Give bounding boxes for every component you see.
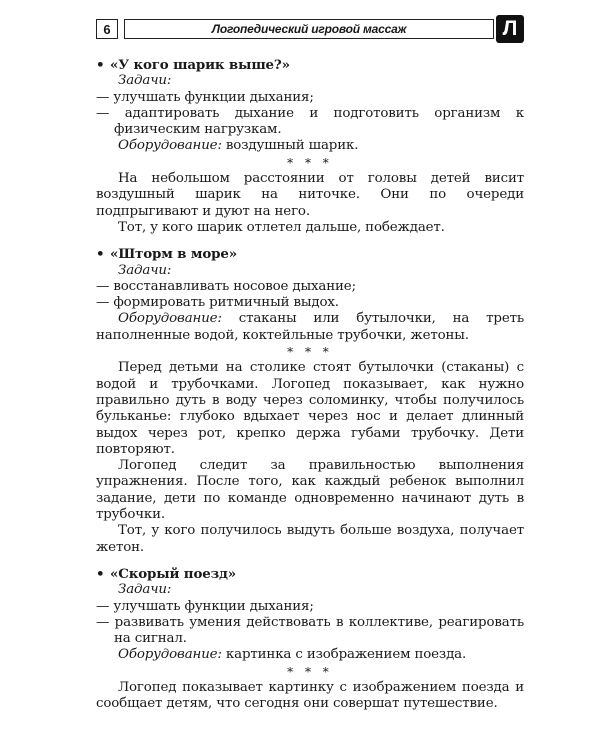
equipment-text: картинка с изображением поезда.	[221, 647, 467, 663]
equipment-line	[96, 138, 524, 154]
running-title: Логопедический игровой массаж	[124, 19, 494, 39]
tasks-label: Задачи:	[118, 262, 172, 278]
tasks-label: Задачи:	[118, 582, 172, 598]
paragraph: Перед детьми на столике стоят бутылочки (стаканы) с водой и трубочками. Логопед показывает, как нужно правильно дуть в воду через соломинку, чтобы получилось бульканье: глубоко вдыхает через нос и делает длинный выдох через рот, крепко держа губами трубочку. Дети повторяют.	[96, 360, 524, 457]
task-item: — восстанавливать носовое дыхание;	[96, 278, 356, 294]
paragraph: Тот, у кого получилось выдуть больше воздуха, получает жетон.	[96, 523, 524, 555]
page-number: 6	[96, 19, 118, 39]
separator: * * *	[287, 664, 333, 679]
bullet-icon: •	[96, 57, 105, 73]
paragraph: На небольшом расстоянии от головы детей висит воздушный шарик на ниточке. Они по очереди подпрыгивают и дуют на него.	[96, 171, 524, 219]
equipment-text: стаканы или бутылочки, на треть наполненные водой, коктейльные трубочки, жетоны.	[96, 311, 524, 343]
equipment-label: Оборудование:	[118, 647, 222, 663]
paragraph: Логопед показывает картинку с изображением поезда и сообщает детям, что сегодня они совершат путешествие.	[96, 679, 524, 712]
page-content	[96, 57, 524, 723]
page-header	[96, 14, 524, 46]
game-title: • «Скорый поезд»	[96, 565, 237, 582]
bullet-icon: •	[96, 246, 105, 263]
game-title: • «Шторм в море»	[96, 246, 237, 263]
task-item: — адаптировать дыхание и подготовить организм к физическим нагрузкам.	[96, 105, 524, 138]
game-section	[96, 57, 524, 236]
separator: * * *	[287, 155, 333, 170]
separator: * * *	[287, 345, 333, 360]
bullet-icon: •	[96, 565, 105, 582]
game-section	[96, 246, 524, 556]
game-section	[96, 566, 524, 713]
equipment-line	[96, 647, 524, 663]
paragraph: Логопед следит за правильностью выполнения упражнения. После того, как каждый ребенок выполнил задание, дети по команде одновременно начинают дуть в трубочки.	[96, 458, 524, 523]
game-title: • «У кого шарик выше?»	[96, 57, 290, 73]
paragraph: Тот, у кого шарик отлетел дальше, побеждает.	[118, 219, 445, 235]
equipment-label: Оборудование:	[118, 311, 222, 327]
task-item: — улучшать функции дыхания;	[96, 89, 314, 105]
task-item: — формировать ритмичный выдох.	[96, 295, 339, 311]
task-item: — улучшать функции дыхания;	[96, 598, 314, 614]
equipment-text: воздушный шарик.	[221, 138, 359, 154]
tasks-label: Задачи:	[118, 73, 172, 89]
equipment-label: Оборудование:	[118, 138, 222, 154]
task-item: — развивать умения действовать в коллективе, реагировать на сигнал.	[96, 614, 524, 647]
equipment-line	[96, 311, 524, 344]
section-letter-badge: Л	[496, 15, 524, 43]
